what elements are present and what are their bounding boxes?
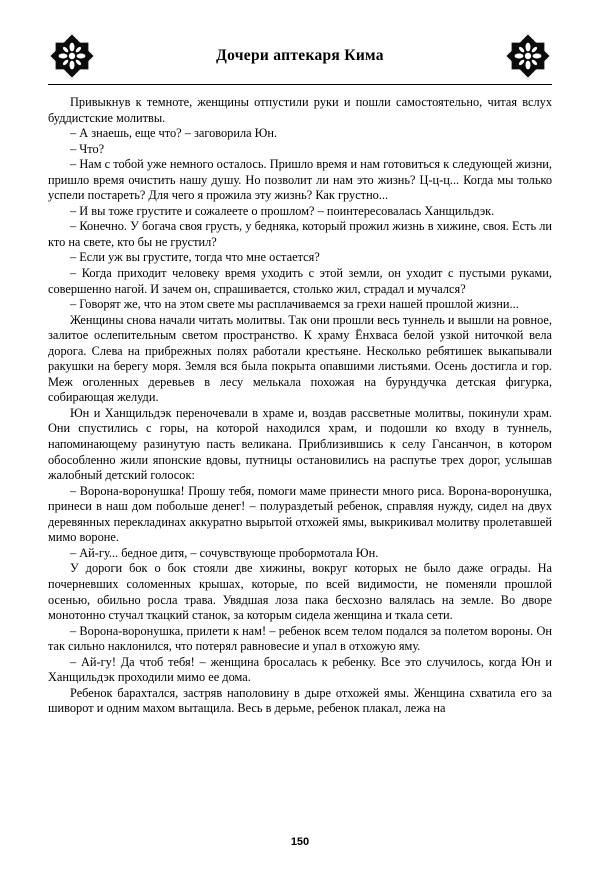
paragraph: – Если уж вы грустите, тогда что мне остается? <box>70 250 320 265</box>
paragraph: У дороги бок о бок стояли две хижины, вокруг которых не было даже ограды. На почерневших соломенных крышах, которые, по всей видимости, не поменяли прошлой осенью, обильно росла трава. Увядшая лоза пака бесхозно валялась на земле. Во дворе монотонно стучал ткацкий станок, за которым сидела женщина и ткала сети. <box>48 561 552 623</box>
paragraph: – Когда приходит человеку время уходить с этой земли, он уходит с пустыми руками, совершенно нагой. И зачем он, спрашивается, столько жил, страдал и мучался? <box>48 266 552 296</box>
page-title: Дочери аптекаря Кима <box>216 47 384 64</box>
paragraph: Юн и Ханщильдэк переночевали в храме и, воздав рассветные молитвы, покинули храм. Они спустились с горы, на которой находился храм, и подошли ко входу в туннель, напоминающему разинутую пасть великана. Приблизившись к селу Гансанчон, в котором обособленно жили японские вдовы, путницы остановились на распутье трех дорог, услышав жалобный детский голосок: <box>48 405 552 483</box>
paragraph: – И вы тоже грустите и сожалеете о прошлом? – поинтересовалась Ханщильдэк. <box>70 203 495 218</box>
paragraph: – Что? <box>70 141 105 156</box>
floral-diamond-ornament-right <box>506 34 550 78</box>
paragraph: – Ворона-воронушка! Прошу тебя, помоги маме принести много риса. Ворона-воронушка, принеси в наш дом побольше денег! – полураздетый ребенок, справляя нужду, сидел на двух деревянных перекладинах аккуратно вырытой отхожей ямы, выкрикивал молитву пролетавшей мимо вороне. <box>48 483 552 545</box>
paragraph: Женщины снова начали читать молитвы. Так они прошли весь туннель и вышли на ровное, залитое ослепительным светом пространство. К храму Ёнхваса белой узкой ниточкой вела дорога. Слева на прибрежных полях работали крестьяне. Несколько ребятишек выкапывали ракушки на берегу моря. Земля вся была покрыта опавшими листьями. Осень достигла и гор. Меж оголенных деревьев в лесу мелькала похожая на бурундучка детская фигурка, собирающая желуди. <box>48 312 552 405</box>
floral-diamond-ornament-left <box>50 34 94 78</box>
paragraph: – А знаешь, еще что? – заговорила Юн. <box>70 126 278 141</box>
paragraph: Ребенок барахтался, застряв наполовину в дыре отхожей ямы. Женщина схватила его за шиворот и одним махом вытащила. Весь в дерьме, ребенок плакал, лежа на <box>48 685 552 716</box>
paragraph: – Конечно. У богача своя грусть, у бедняка, который прожил жизнь в хижине, своя. Есть ли кто на свете, кто бы не грустил? <box>48 219 552 249</box>
header-divider <box>48 84 552 85</box>
paragraph: – Ай-гу... бедное дитя, – сочувствующе пробормотала Юн. <box>70 545 379 560</box>
page-header <box>48 30 552 82</box>
paragraph: – Говорят же, что на этом свете мы расплачиваемся за грехи нашей прошлой жизни... <box>70 297 519 312</box>
page-number: 150 <box>290 836 310 848</box>
paragraph: – Нам с тобой уже немного осталось. Пришло время и нам готовиться к следующей жизни, пришло время очистить нашу душу. Но позволит ли нам это жизнь? Ц-ц-ц... Когда мы только успели постареть? Для чего я прожила эту жизнь? Как грустно... <box>48 157 552 203</box>
page-body <box>48 95 552 717</box>
paragraph: Привыкнув к темноте, женщины отпустили руки и пошли самостоятельно, читая вслух буддистские молитвы. <box>48 95 552 125</box>
paragraph: – Ворона-воронушка, прилети к нам! – ребенок всем телом подался за полетом вороны. Он так сильно наклонился, что потерял равновесие и упал в отхожую яму. <box>48 623 552 654</box>
paragraph: – Ай-гу! Да чтоб тебя! – женщина бросалась к ребенку. Все это случилось, когда Юн и Ханщильдэк проходили мимо ее дома. <box>48 654 552 685</box>
